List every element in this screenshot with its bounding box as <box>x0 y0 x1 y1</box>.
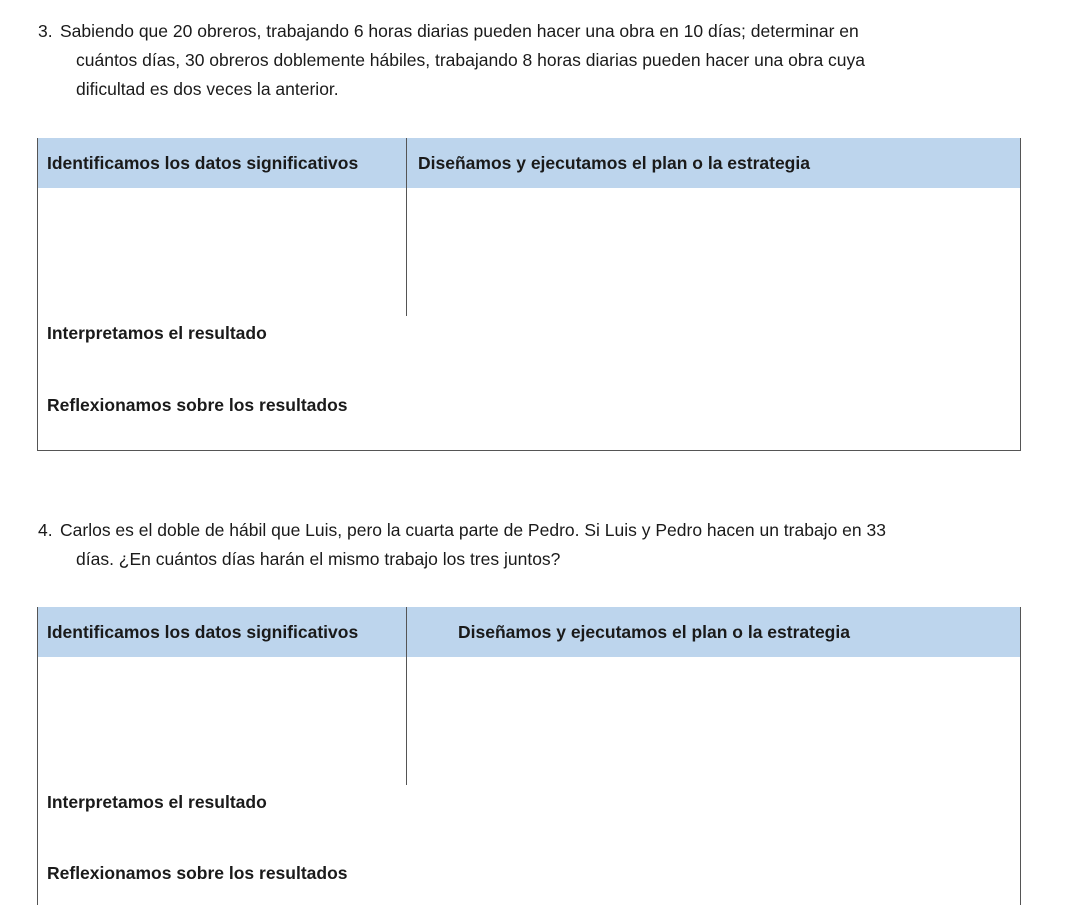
problem-3-table-header <box>37 138 1021 188</box>
problem-4-reflect-label: Reflexionamos sobre los resultados <box>47 863 348 883</box>
problem-3-line-1: Sabiendo que 20 obreros, trabajando 6 horas diarias pueden hacer una obra en 10 días; determinar en <box>60 21 859 41</box>
problem-3-col2-header: Diseñamos y ejecutamos el plan o la estrategia <box>418 153 810 173</box>
problem-4-line-2: días. ¿En cuántos días harán el mismo trabajo los tres juntos? <box>76 549 561 569</box>
problem-4-col2-header: Diseñamos y ejecutamos el plan o la estrategia <box>458 622 850 642</box>
problem-4-interpret-label: Interpretamos el resultado <box>47 792 267 812</box>
problem-4-table-header <box>37 607 1021 657</box>
problem-3-col1-header: Identificamos los datos significativos <box>47 153 359 173</box>
problem-3-plan-answer-area[interactable] <box>407 189 1019 315</box>
problem-4-col1-header: Identificamos los datos significativos <box>47 622 359 642</box>
table-border <box>37 450 1021 451</box>
table-border <box>1020 607 1021 905</box>
problem-3-number: 3. <box>38 21 53 41</box>
problem-3-statement <box>38 17 1038 104</box>
problem-3-line-3: dificultad es dos veces la anterior. <box>76 79 339 99</box>
problem-4-line-1: Carlos es el doble de hábil que Luis, pero la cuarta parte de Pedro. Si Luis y Pedro hacen un trabajo en 33 <box>60 520 886 540</box>
problem-4-plan-answer-area[interactable] <box>407 658 1019 784</box>
problem-3-datos-answer-area[interactable] <box>38 189 405 315</box>
problem-3-line-2: cuántos días, 30 obreros doblemente hábiles, trabajando 8 horas diarias pueden hacer una obra cuya <box>76 50 866 70</box>
problem-3-reflect-label: Reflexionamos sobre los resultados <box>47 395 348 415</box>
problem-4-table <box>37 607 1021 905</box>
problem-4-number: 4. <box>38 520 53 540</box>
problem-4-datos-answer-area[interactable] <box>38 658 405 784</box>
problem-3-interpret-label: Interpretamos el resultado <box>47 323 267 343</box>
problem-3-table <box>37 138 1021 452</box>
problem-4-statement <box>38 516 1038 574</box>
table-border <box>1020 138 1021 451</box>
